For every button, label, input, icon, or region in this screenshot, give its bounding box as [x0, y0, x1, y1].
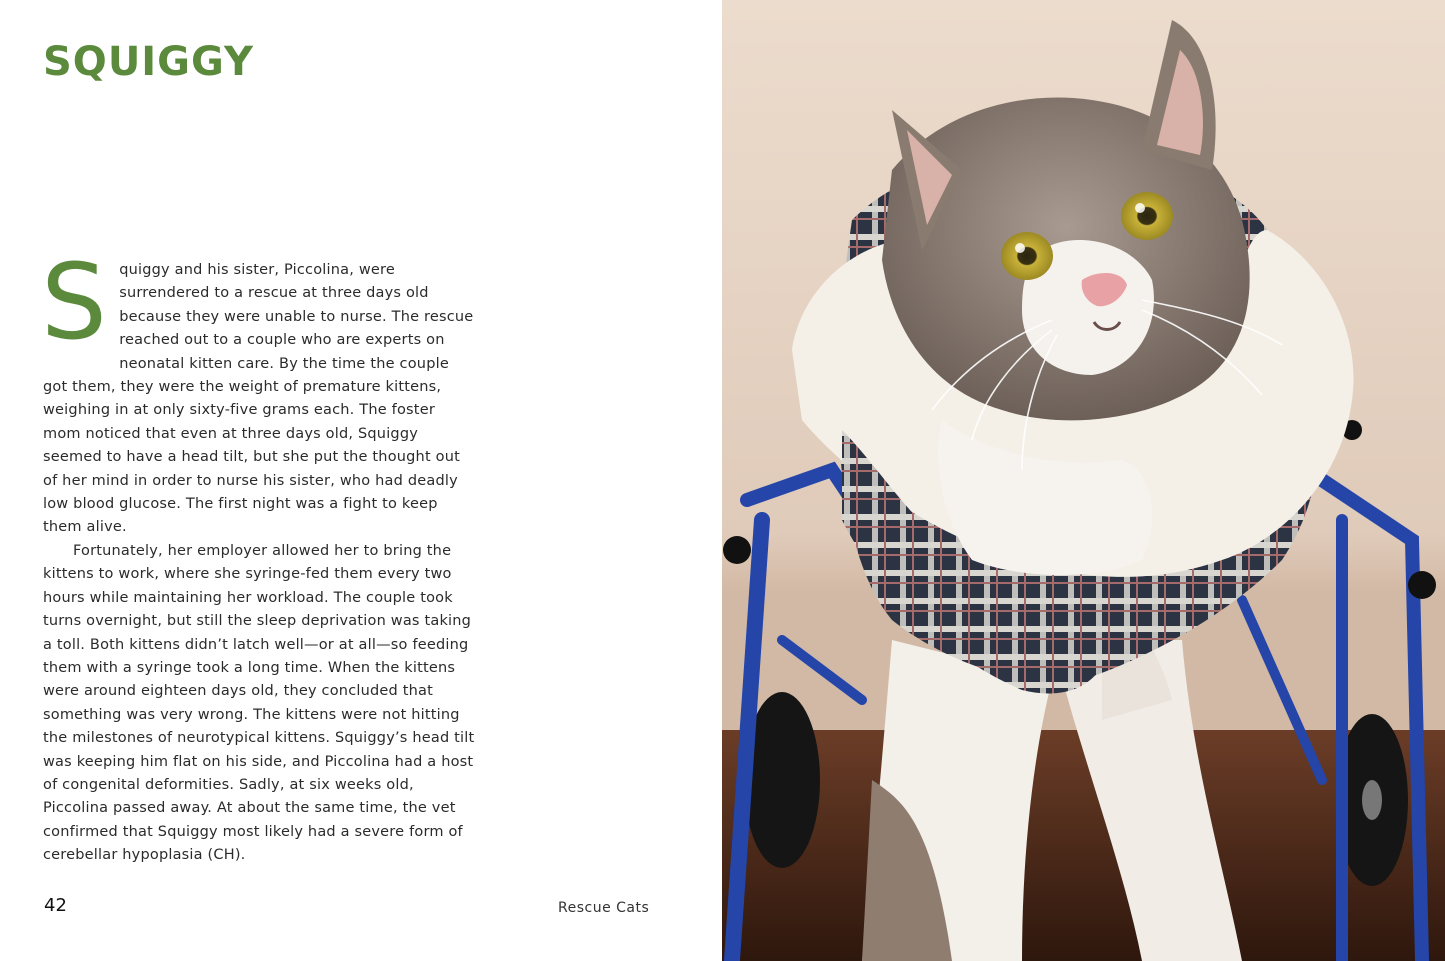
page-number: 42 — [44, 895, 67, 916]
paragraph-1 — [41, 241, 475, 540]
running-footer: Rescue Cats — [558, 900, 650, 916]
body-text — [41, 241, 475, 868]
cat-photo-illustration — [722, 0, 1445, 961]
cat-photo — [722, 0, 1445, 961]
chapter-heading: SQUIGGY — [43, 39, 254, 85]
paragraph-1-text: quiggy and his sister, Piccolina, were surrendered to a rescue at three days old because they were unable to nurse. The rescue reached out to a couple who are experts on neonatal kitten care. By the time the couple got them, they were the weight of premature kittens, weighing in at only sixty-five grams each. The foster mom noticed that even at three days old, Squiggy seemed to have a head tilt, but she put the thought out of her mind in order to nurse his sister, who had deadly low blood glucose. The first night was a fight to keep them alive. — [43, 262, 474, 536]
text-page — [0, 0, 722, 961]
paragraph-2: Fortunately, her employer allowed her to bring the kittens to work, where she syringe-fed them every two hours while maintaining her workload. The couple took turns overnight, but still the sleep deprivation was taking a toll. Both kittens didn’t latch well—or at all—so feeding them with a syringe took a long time. When the kittens were around eighteen days old, they concluded that something was very wrong. The kittens were not hitting the milestones of neurotypical kittens. Squiggy’s head tilt was keeping him flat on his side, and Piccolina had a host of congenital deformities. Sadly, at six weeks old, Piccolina passed away. At about the same time, the vet confirmed that Squiggy most likely had a severe form of cerebellar hypoplasia (CH). — [43, 542, 475, 864]
drop-cap: S — [41, 241, 108, 363]
